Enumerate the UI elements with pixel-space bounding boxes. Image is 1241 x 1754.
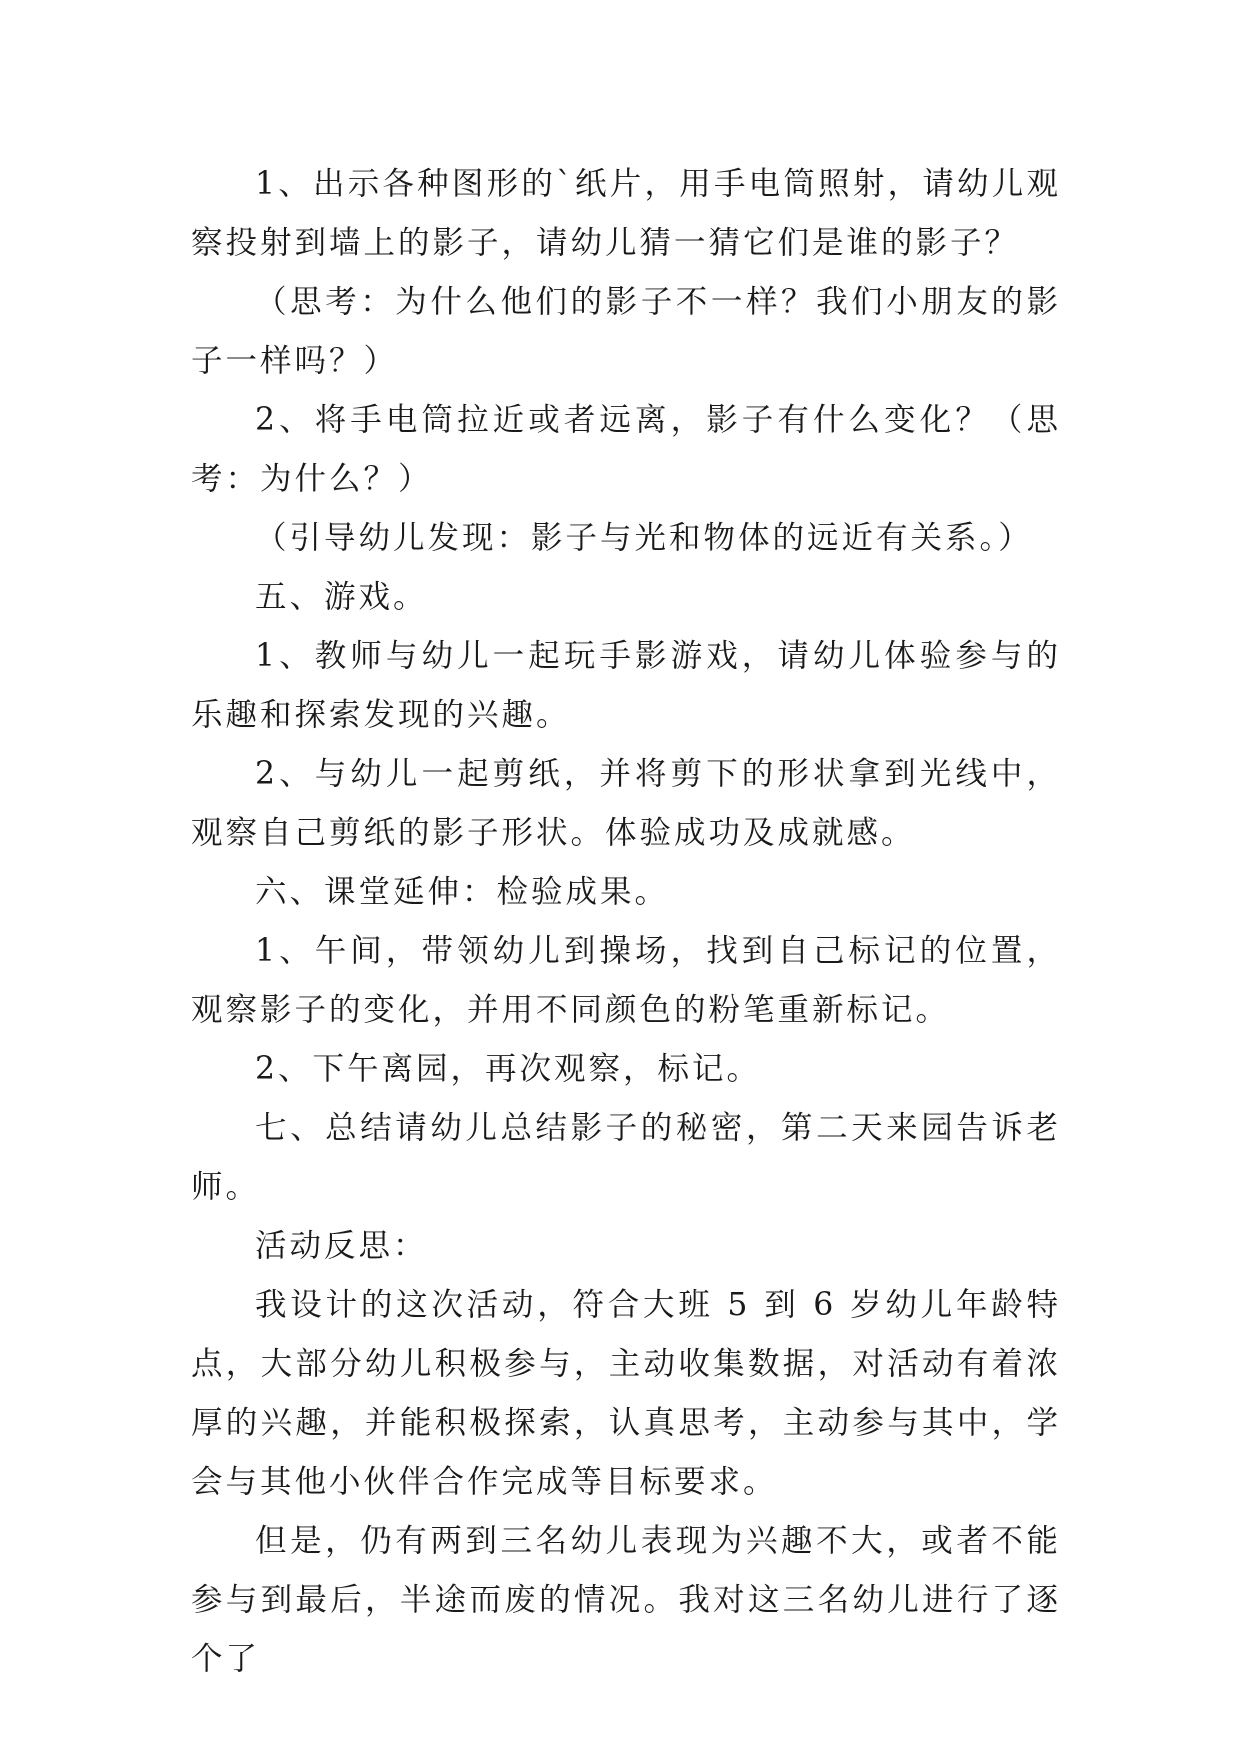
paragraph: 1、教师与幼儿一起玩手影游戏，请幼儿体验参与的乐趣和探索发现的兴趣。 <box>191 638 1061 733</box>
paragraph: 2、下午离园，再次观察，标记。 <box>255 1051 762 1087</box>
paragraph: 2、与幼儿一起剪纸，并将剪下的形状拿到光线中，观察自己剪纸的影子形状。体验成功及成就感。 <box>191 756 1061 851</box>
section-heading: 活动反思： <box>255 1228 428 1264</box>
section-heading: 六、课堂延伸：检验成果。 <box>255 874 670 910</box>
paragraph: 2、将手电筒拉近或者远离，影子有什么变化？（思考：为什么？） <box>191 402 1061 497</box>
paragraph: 我设计的这次活动，符合大班 5 到 6 岁幼儿年龄特点，大部分幼儿积极参与，主动收集数据，对活动有着浓厚的兴趣，并能积极探索，认真思考，主动参与其中，学会与其他小伙伴合作完成等目标要求。 <box>191 1287 1061 1500</box>
section-heading: 七、总结请幼儿总结影子的秘密，第二天来园告诉老师。 <box>191 1110 1061 1205</box>
document-body <box>191 155 1061 1689</box>
paragraph: 但是，仍有两到三名幼儿表现为兴趣不大，或者不能参与到最后，半途而废的情况。我对这三名幼儿进行了逐个了 <box>191 1523 1061 1677</box>
section-heading: 五、游戏。 <box>255 579 428 615</box>
paragraph: （思考：为什么他们的影子不一样？我们小朋友的影子一样吗？） <box>191 284 1061 379</box>
paragraph: 1、出示各种图形的`纸片，用手电筒照射，请幼儿观察投射到墙上的影子，请幼儿猜一猜它们是谁的影子？ <box>191 166 1061 261</box>
paragraph: 1、午间，带领幼儿到操场，找到自己标记的位置，观察影子的变化，并用不同颜色的粉笔重新标记。 <box>191 933 1061 1028</box>
paragraph: （引导幼儿发现：影子与光和物体的远近有关系。） <box>255 520 1033 556</box>
